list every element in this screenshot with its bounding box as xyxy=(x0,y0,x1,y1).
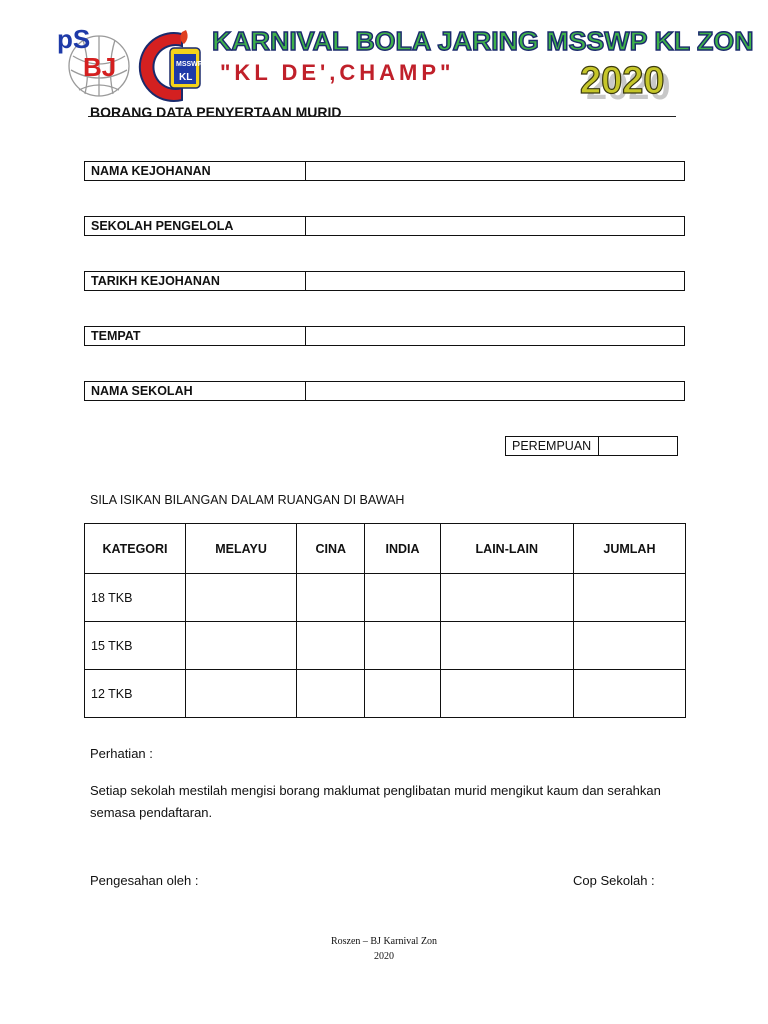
field-label: SEKOLAH PENGELOLA xyxy=(85,217,306,235)
table-row xyxy=(85,622,686,670)
event-slogan: "KL DE',CHAMP" xyxy=(220,60,455,85)
col-melayu: MELAYU xyxy=(186,524,297,574)
input-cell[interactable] xyxy=(297,574,365,622)
logo-msswp-text: MSSWP xyxy=(176,61,203,68)
input-cell[interactable] xyxy=(440,622,573,670)
logo-psbj-bottom: BJ xyxy=(83,52,117,82)
input-cell[interactable] xyxy=(186,670,297,718)
participant-count-table xyxy=(84,523,686,718)
school-stamp-label: Cop Sekolah : xyxy=(573,873,655,888)
note-body: Setiap sekolah mestilah mengisi borang maklumat penglibatan murid mengikut kaum dan serahkan semasa pendaftaran. xyxy=(90,783,661,820)
input-cell[interactable] xyxy=(297,670,365,718)
col-jumlah: JUMLAH xyxy=(573,524,685,574)
tarikh-kejohanan-input[interactable] xyxy=(306,272,684,290)
document-header xyxy=(50,20,754,105)
field-row-tarikh-kejohanan xyxy=(84,271,685,291)
field-label: NAMA KEJOHANAN xyxy=(85,162,306,180)
nama-kejohanan-input[interactable] xyxy=(306,162,684,180)
gender-label: PEREMPUAN xyxy=(506,437,599,455)
input-cell[interactable] xyxy=(573,574,685,622)
input-cell[interactable] xyxy=(573,670,685,718)
logo-kl-text: KL xyxy=(179,72,193,83)
category-cell: 12 TKB xyxy=(85,670,186,718)
title-underline xyxy=(88,116,676,117)
input-cell[interactable] xyxy=(365,622,440,670)
tempat-input[interactable] xyxy=(306,327,684,345)
event-title: KARNIVAL BOLA JARING MSSWP KL ZON xyxy=(212,26,754,56)
footer-line-1: Roszen – BJ Karnival Zon xyxy=(330,936,438,947)
input-cell[interactable] xyxy=(186,574,297,622)
note-title: Perhatian : xyxy=(90,746,153,761)
field-row-sekolah-pengelola xyxy=(84,216,685,236)
perempuan-input[interactable] xyxy=(599,437,677,455)
category-cell: 15 TKB xyxy=(85,622,186,670)
input-cell[interactable] xyxy=(365,574,440,622)
verification-label: Pengesahan oleh : xyxy=(90,873,199,888)
input-cell[interactable] xyxy=(440,574,573,622)
col-cina: CINA xyxy=(297,524,365,574)
logo-psbj-top: pS xyxy=(57,24,91,54)
page-footer xyxy=(0,934,768,964)
sekolah-pengelola-input[interactable] xyxy=(306,217,684,235)
field-label: TARIKH KEJOHANAN xyxy=(85,272,306,290)
table-header-row xyxy=(85,524,686,574)
nama-sekolah-input[interactable] xyxy=(306,382,684,400)
footer-line-2: 2020 xyxy=(374,951,394,962)
field-label: TEMPAT xyxy=(85,327,306,345)
input-cell[interactable] xyxy=(573,622,685,670)
input-cell[interactable] xyxy=(297,622,365,670)
input-cell[interactable] xyxy=(440,670,573,718)
col-india: INDIA xyxy=(365,524,440,574)
field-row-tempat xyxy=(84,326,685,346)
event-year: 2020 xyxy=(580,60,665,102)
input-cell[interactable] xyxy=(186,622,297,670)
gender-field xyxy=(505,436,678,456)
form-title: BORANG DATA PENYERTAAN MURID xyxy=(90,104,342,120)
col-kategori: KATEGORI xyxy=(85,524,186,574)
psbj-netball-logo xyxy=(55,20,137,102)
table-instruction: SILA ISIKAN BILANGAN DALAM RUANGAN DI BAWAH xyxy=(90,493,405,507)
field-row-nama-sekolah xyxy=(84,381,685,401)
input-cell[interactable] xyxy=(365,670,440,718)
col-lain-lain: LAIN-LAIN xyxy=(440,524,573,574)
category-cell: 18 TKB xyxy=(85,574,186,622)
table-row xyxy=(85,574,686,622)
field-row-nama-kejohanan xyxy=(84,161,685,181)
field-label: NAMA SEKOLAH xyxy=(85,382,306,400)
table-row xyxy=(85,670,686,718)
